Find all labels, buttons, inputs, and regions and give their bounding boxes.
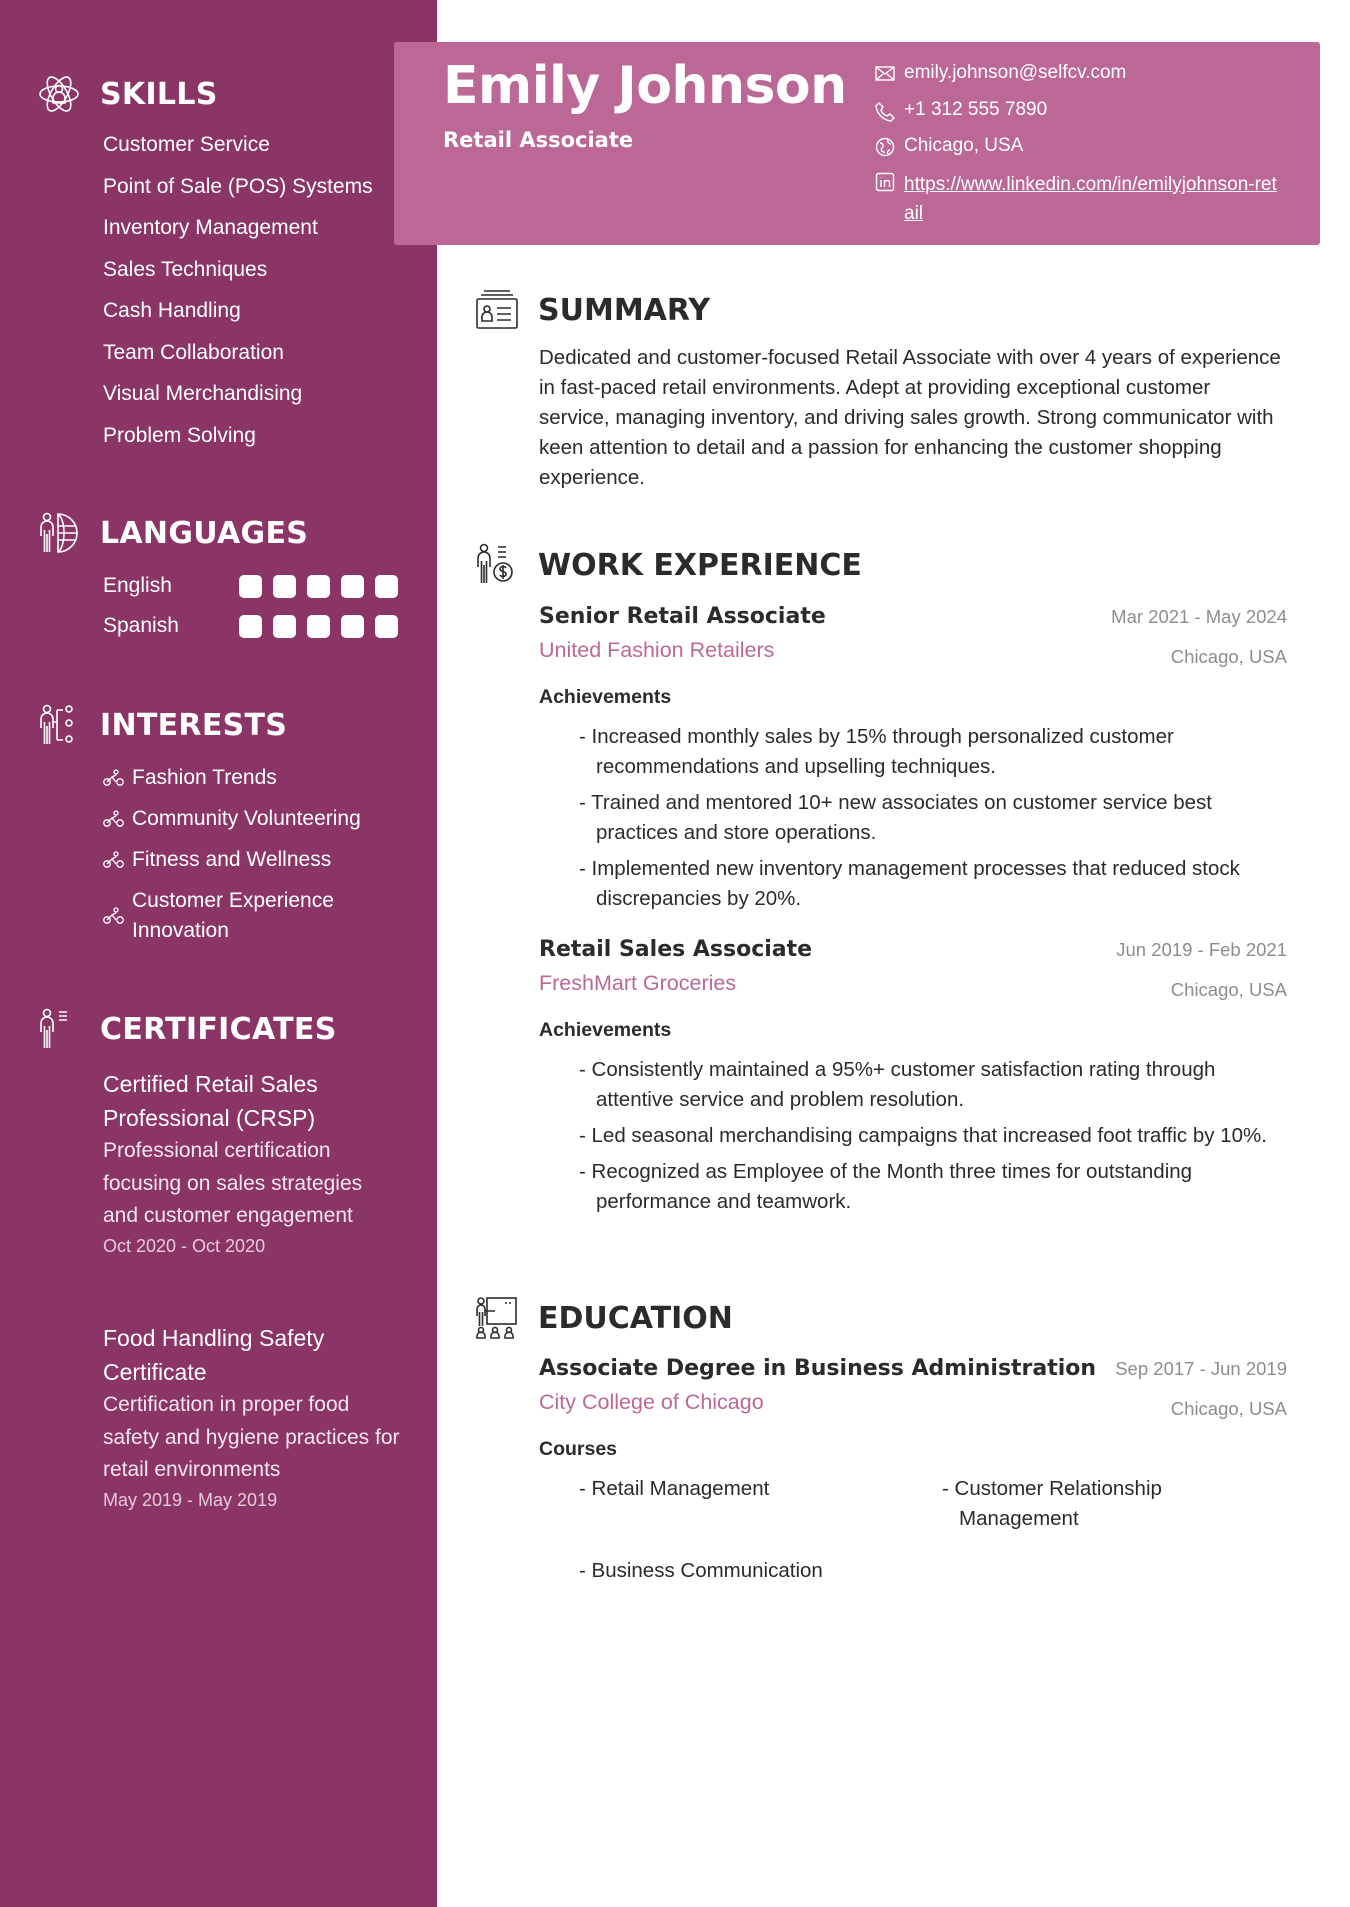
language-name: English: [103, 574, 172, 597]
education-entry: [539, 1356, 1287, 1616]
summary-text: Dedicated and customer-focused Retail Associate with over 4 years of experience in fast-paced retail environments. Adept at providing exceptional customer service, managing inventory, and driving sales growth. Strong communicator with keen attention to detail and a passion for enhancing the customer shopping experience.: [539, 346, 1281, 489]
work-person-money-icon: [475, 543, 519, 587]
achievements-label: Achievements: [539, 686, 672, 708]
skill-item: Problem Solving: [103, 423, 256, 447]
job-dates: Jun 2019 - Feb 2021: [1116, 939, 1287, 960]
company-name: United Fashion Retailers: [539, 638, 775, 662]
cyclist-icon: [103, 810, 125, 828]
phone-icon: [874, 100, 896, 122]
education-dates: Sep 2017 - Jun 2019: [1115, 1358, 1287, 1379]
certificates-heading: [38, 1008, 337, 1050]
achievement-item: - Recognized as Employee of the Month three times for outstanding performance and teamwork.: [579, 1160, 1193, 1213]
level-dot: [375, 615, 398, 638]
location-text: Chicago, USA: [904, 135, 1024, 156]
interests-heading: [38, 704, 288, 746]
course-item: - Customer Relationship Management: [942, 1477, 1162, 1530]
job-entry: [539, 937, 1287, 1237]
level-dot: [273, 615, 296, 638]
education-teacher-board-icon: [475, 1296, 519, 1340]
job-dates: Mar 2021 - May 2024: [1111, 606, 1287, 627]
cyclist-icon: [103, 907, 125, 925]
languages-heading: [38, 512, 309, 554]
skills-heading: [38, 73, 218, 115]
level-dot: [341, 575, 364, 598]
skill-item: Cash Handling: [103, 299, 241, 322]
email-text[interactable]: emily.johnson@selfcv.com: [904, 62, 1127, 83]
skills-atom-person-icon: [38, 73, 80, 115]
company-name: FreshMart Groceries: [539, 971, 737, 995]
skill-item: Inventory Management: [103, 216, 318, 239]
skills-list: [103, 131, 373, 463]
skill-item: Point of Sale (POS) Systems: [103, 174, 373, 198]
level-dot: [239, 615, 262, 638]
skill-item: Customer Service: [103, 133, 270, 156]
job-title: Senior Retail Associate: [539, 604, 826, 629]
certificate-date: May 2019 - May 2019: [103, 1489, 278, 1510]
sidebar: [0, 0, 437, 1907]
work-experience-title: WORK EXPERIENCE: [538, 547, 862, 583]
achievements-list: [579, 1055, 1279, 1223]
certificate-date: Oct 2020 - Oct 2020: [103, 1235, 266, 1256]
interest-item: Fashion Trends: [103, 763, 423, 793]
achievements-label: Achievements: [539, 1019, 672, 1041]
envelope-icon: [874, 63, 896, 85]
languages-title: LANGUAGES: [100, 515, 309, 551]
job-location: Chicago, USA: [1170, 979, 1287, 1000]
achievement-item: - Consistently maintained a 95%+ customer satisfaction rating through attentive service and problem resolution.: [579, 1058, 1216, 1111]
certificate-description: Certification in proper food safety and hygiene practices for retail environments: [103, 1393, 400, 1481]
cyclist-icon: [103, 769, 125, 787]
interests-person-options-icon: [38, 704, 80, 746]
course-item: - Retail Management: [579, 1477, 770, 1500]
job-title: Retail Sales Associate: [539, 937, 813, 962]
profile-header: [394, 42, 1320, 245]
work-experience-heading: [475, 543, 862, 587]
skill-item: Sales Techniques: [103, 257, 268, 281]
level-dot: [239, 575, 262, 598]
skill-item: Visual Merchandising: [103, 382, 303, 405]
contact-phone: [874, 99, 1047, 122]
full-name: Emily Johnson: [443, 56, 847, 116]
certificate-description: Professional certification focusing on sales strategies and customer engagement: [103, 1139, 363, 1227]
achievements-list: [579, 722, 1279, 920]
courses-list: [579, 1474, 1279, 1594]
summary-title: SUMMARY: [538, 292, 711, 328]
job-role: Retail Associate: [443, 128, 634, 152]
contact-email: [874, 62, 1126, 85]
level-dot: [307, 575, 330, 598]
certificate-title: Certified Retail Sales Professional (CRSP): [103, 1071, 318, 1131]
school-name: City College of Chicago: [539, 1390, 764, 1414]
achievement-item: - Increased monthly sales by 15% through personalized customer recommendations and upselling techniques.: [579, 725, 1174, 778]
certificates-title: CERTIFICATES: [100, 1011, 337, 1047]
language-level-dots: [239, 575, 398, 598]
achievement-item: - Implemented new inventory management processes that reduced stock discrepancies by 20%.: [579, 857, 1240, 910]
linkedin-icon: [874, 171, 896, 193]
language-name: Spanish: [103, 614, 179, 637]
languages-person-globe-icon: [38, 512, 80, 554]
interest-item: Customer Experience Innovation: [103, 886, 423, 946]
education-location: Chicago, USA: [1170, 1398, 1287, 1419]
job-entry: [539, 604, 1287, 910]
summary-heading: [475, 288, 711, 332]
certificate-item: [103, 1321, 403, 1513]
interest-item: Fitness and Wellness: [103, 845, 423, 875]
certificate-item: [103, 1067, 403, 1259]
level-dot: [307, 615, 330, 638]
contact-linkedin: [874, 170, 1284, 228]
cyclist-icon: [103, 851, 125, 869]
globe-location-icon: [874, 136, 896, 158]
achievement-item: - Led seasonal merchandising campaigns that increased foot traffic by 10%.: [579, 1124, 1267, 1147]
summary-id-card-icon: [475, 288, 519, 332]
contact-location: [874, 135, 1023, 158]
certificate-title: Food Handling Safety Certificate: [103, 1325, 325, 1385]
education-title: EDUCATION: [538, 1300, 733, 1336]
language-row-english: [103, 571, 403, 601]
level-dot: [341, 615, 364, 638]
skills-title: SKILLS: [100, 76, 218, 112]
language-row-spanish: [103, 611, 403, 641]
level-dot: [273, 575, 296, 598]
level-dot: [375, 575, 398, 598]
courses-label: Courses: [539, 1438, 618, 1460]
achievement-item: - Trained and mentored 10+ new associates on customer service best practices and store operations.: [579, 791, 1212, 844]
job-location: Chicago, USA: [1170, 646, 1287, 667]
interest-item: Community Volunteering: [103, 804, 423, 834]
language-level-dots: [239, 615, 398, 638]
interests-title: INTERESTS: [100, 707, 288, 743]
education-heading: [475, 1296, 733, 1340]
degree-title: Associate Degree in Business Administration: [539, 1356, 1097, 1381]
skill-item: Team Collaboration: [103, 340, 284, 364]
certificates-person-list-icon: [38, 1008, 80, 1050]
course-item: - Business Communication: [579, 1559, 823, 1582]
phone-text[interactable]: +1 312 555 7890: [904, 99, 1048, 120]
linkedin-link[interactable]: https://www.linkedin.com/in/emilyjohnson-retail: [904, 174, 1277, 224]
